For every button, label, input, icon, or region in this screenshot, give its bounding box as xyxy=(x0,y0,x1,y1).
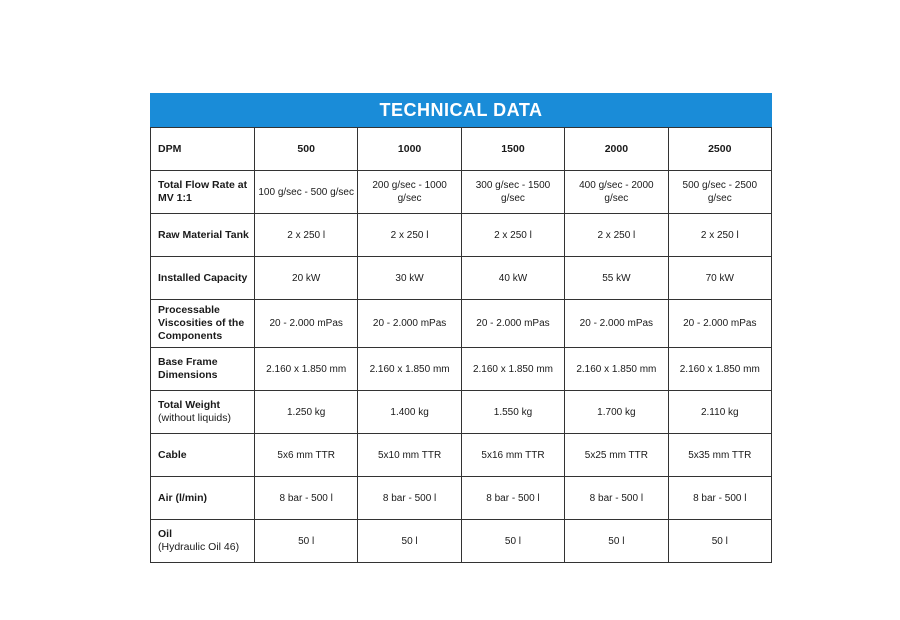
header-label-cell: DPM xyxy=(151,128,255,171)
table-row xyxy=(151,434,772,477)
value-cell: 200 g/sec - 1000 g/sec xyxy=(358,171,461,214)
table-row xyxy=(151,520,772,563)
value-cell: 5x35 mm TTR xyxy=(668,434,771,477)
value-cell: 2 x 250 l xyxy=(358,214,461,257)
value-cell: 1.250 kg xyxy=(255,391,358,434)
value-cell: 50 l xyxy=(255,520,358,563)
table-header-row xyxy=(151,128,772,171)
row-label xyxy=(151,300,255,348)
value-cell: 2.160 x 1.850 mm xyxy=(255,348,358,391)
row-label-text: Cable xyxy=(158,448,187,461)
value-cell: 2.160 x 1.850 mm xyxy=(668,348,771,391)
value-cell: 55 kW xyxy=(565,257,668,300)
table-row xyxy=(151,348,772,391)
row-label xyxy=(151,257,255,300)
table-row xyxy=(151,257,772,300)
row-label xyxy=(151,171,255,214)
value-cell: 2.160 x 1.850 mm xyxy=(565,348,668,391)
technical-data-table xyxy=(150,93,772,563)
value-cell: 5x6 mm TTR xyxy=(255,434,358,477)
row-sublabel-text: (Hydraulic Oil 46) xyxy=(158,541,240,553)
value-cell: 300 g/sec - 1500 g/sec xyxy=(461,171,564,214)
value-cell: 50 l xyxy=(565,520,668,563)
table-title-bar xyxy=(150,93,772,127)
value-cell: 30 kW xyxy=(358,257,461,300)
row-label-text: Raw Material Tank xyxy=(158,228,249,241)
table-row xyxy=(151,477,772,520)
row-label xyxy=(151,477,255,520)
value-cell: 40 kW xyxy=(461,257,564,300)
value-cell: 8 bar - 500 l xyxy=(358,477,461,520)
value-cell: 20 - 2.000 mPas xyxy=(668,300,771,348)
row-label-text: Installed Capacity xyxy=(158,271,248,284)
value-cell: 2 x 250 l xyxy=(461,214,564,257)
value-cell: 50 l xyxy=(461,520,564,563)
column-header: 1500 xyxy=(461,128,564,171)
row-label xyxy=(151,348,255,391)
column-header: 2500 xyxy=(668,128,771,171)
row-label xyxy=(151,520,255,563)
table-title: TECHNICAL DATA xyxy=(379,99,543,120)
column-header: 2000 xyxy=(565,128,668,171)
column-header: 500 xyxy=(255,128,358,171)
value-cell: 400 g/sec - 2000 g/sec xyxy=(565,171,668,214)
value-cell: 500 g/sec - 2500 g/sec xyxy=(668,171,771,214)
value-cell: 100 g/sec - 500 g/sec xyxy=(255,171,358,214)
value-cell: 20 - 2.000 mPas xyxy=(358,300,461,348)
value-cell: 8 bar - 500 l xyxy=(461,477,564,520)
table-row xyxy=(151,391,772,434)
value-cell: 2.160 x 1.850 mm xyxy=(358,348,461,391)
row-sublabel-text: (without liquids) xyxy=(158,412,231,424)
row-label-text: Processable Viscosities of the Components xyxy=(158,304,245,342)
row-label-text: Base Frame Dimensions xyxy=(158,356,218,381)
spec-table xyxy=(150,127,772,563)
column-header: 1000 xyxy=(358,128,461,171)
value-cell: 50 l xyxy=(668,520,771,563)
row-label-text: Total Weight xyxy=(158,399,221,411)
value-cell: 50 l xyxy=(358,520,461,563)
row-label xyxy=(151,214,255,257)
row-label xyxy=(151,434,255,477)
value-cell: 5x16 mm TTR xyxy=(461,434,564,477)
value-cell: 8 bar - 500 l xyxy=(255,477,358,520)
table-row xyxy=(151,171,772,214)
value-cell: 2 x 250 l xyxy=(668,214,771,257)
row-label xyxy=(151,391,255,434)
value-cell: 2 x 250 l xyxy=(565,214,668,257)
value-cell: 70 kW xyxy=(668,257,771,300)
value-cell: 2.110 kg xyxy=(668,391,771,434)
row-label-text: Oil xyxy=(158,528,173,540)
value-cell: 5x25 mm TTR xyxy=(565,434,668,477)
row-label-text: Air (l/min) xyxy=(158,491,207,504)
value-cell: 20 - 2.000 mPas xyxy=(565,300,668,348)
value-cell: 20 kW xyxy=(255,257,358,300)
value-cell: 2.160 x 1.850 mm xyxy=(461,348,564,391)
value-cell: 8 bar - 500 l xyxy=(668,477,771,520)
value-cell: 5x10 mm TTR xyxy=(358,434,461,477)
value-cell: 1.700 kg xyxy=(565,391,668,434)
table-row xyxy=(151,300,772,348)
value-cell: 20 - 2.000 mPas xyxy=(255,300,358,348)
row-label-text: Total Flow Rate at MV 1:1 xyxy=(158,179,248,204)
value-cell: 8 bar - 500 l xyxy=(565,477,668,520)
table-row xyxy=(151,214,772,257)
value-cell: 1.550 kg xyxy=(461,391,564,434)
value-cell: 2 x 250 l xyxy=(255,214,358,257)
value-cell: 20 - 2.000 mPas xyxy=(461,300,564,348)
value-cell: 1.400 kg xyxy=(358,391,461,434)
